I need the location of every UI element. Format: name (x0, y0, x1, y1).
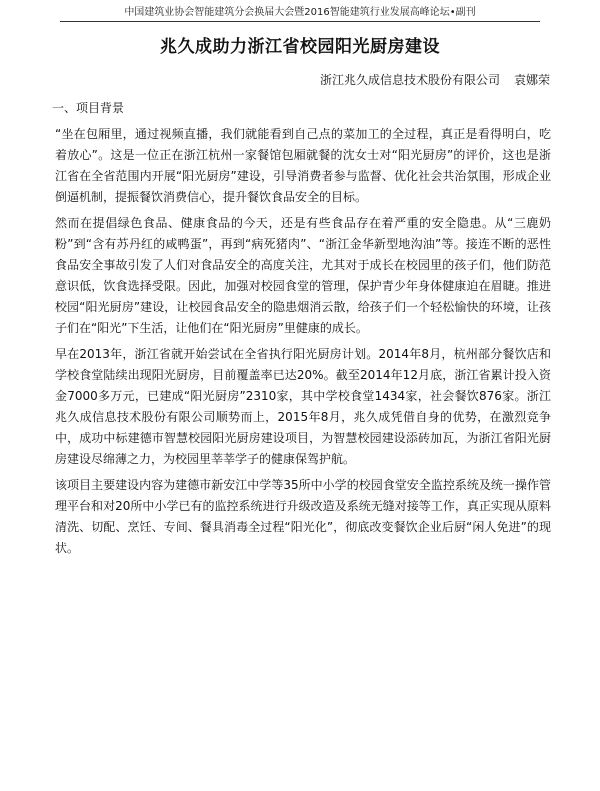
author-name: 袁娜荣 (513, 73, 550, 87)
header-divider (60, 21, 540, 22)
author-line (320, 72, 550, 88)
article-title: 兆久成助力浙江省校园阳光厨房建设 (160, 37, 440, 57)
paragraph-2: 然而在提倡绿色食品、健康食品的今天，还是有些食品存在着严重的安全隐患。从“三鹿奶粉”到“含有苏丹红的咸鸭蛋”，再到“病死猪肉”、“浙江金华新型地沟油”等。接连不断的恶性食品安全事故引发了人们对食品安全的高度关注，尤其对于成长在校园里的孩子们，他们防范意识低，饮食选择受限。因此，加强对校园食堂的管理，保护青少年身体健康迫在眉睫。推进校园“阳光厨房”建设，让校园食品安全的隐患烟消云散，给孩子们一个轻松愉快的环境，让孩子们在“阳光”下生活，让他们在“阳光厨房”里健康的成长。 (55, 216, 551, 335)
paragraph-4: 该项目主要建设内容为建德市新安江中学等35所中小学的校园食堂安全监控系统及统一操作管理平台和对20所中小学已有的监控系统进行升级改造及系统无缝对接等工作，真正实现从原料清洗、切配、烹饪、专间、餐具消毒全过程“阳光化”，彻底改变餐饮企业后厨“闲人免进”的现状。 (55, 478, 551, 555)
paragraph-1: “坐在包厢里，通过视频直播，我们就能看到自己点的菜加工的全过程，真正是看得明白，吃着放心”。这是一位正在浙江杭州一家餐馆包厢就餐的沈女士对“阳光厨房”的评价，这也是浙江省在全省范围内开展“阳光厨房”建设，引导消费者参与监督、优化社会共治氛围，形成企业倒逼机制，提振餐饮消费信心，提升餐饮食品安全的目标。 (55, 127, 551, 204)
article-body (55, 124, 551, 564)
section-heading: 一、项目背景 (52, 101, 125, 115)
running-header: 中国建筑业协会智能建筑分会换届大会暨2016智能建筑行业发展高峰论坛•副刊 (124, 7, 476, 18)
author-organization: 浙江兆久成信息技术股份有限公司 (319, 73, 500, 87)
paragraph-3: 早在2013年，浙江省就开始尝试在全省执行阳光厨房计划。2014年8月，杭州部分餐饮店和学校食堂陆续出现阳光厨房，目前覆盖率已达20%。截至2014年12月底，浙江省累计投入资金7000多万元，已建成“阳光厨房”2310家，其中学校食堂1434家，社会餐饮876家。浙江兆久成信息技术股份有限公司顺势而上，2015年8月，兆久成凭借自身的优势，在激烈竞争中，成功中标建德市智慧校园阳光厨房建设项目，为智慧校园建设添砖加瓦，为浙江省阳光厨房建设尽绵薄之力，为校园里莘莘学子的健康保驾护航。 (55, 347, 551, 466)
